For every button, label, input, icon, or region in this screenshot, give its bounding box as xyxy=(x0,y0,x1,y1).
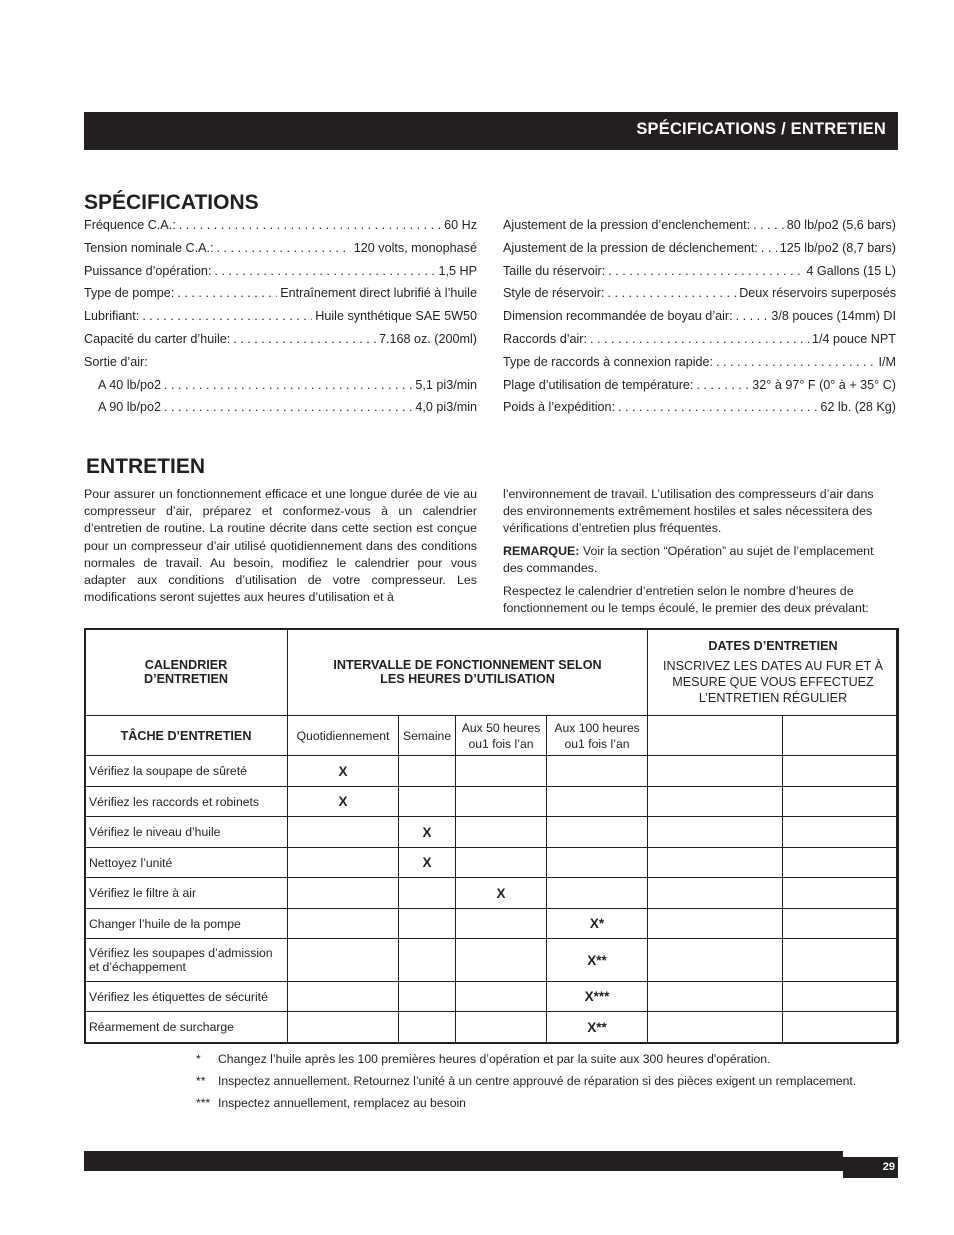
date-cell[interactable] xyxy=(783,817,899,848)
remarque-paragraph xyxy=(503,543,895,577)
spec-label: A 90 lb/po2 xyxy=(98,400,162,415)
task-cell: Vérifiez le filtre à air xyxy=(85,878,288,909)
spec-label: Lubrifiant: xyxy=(84,309,140,324)
spec-value: 5,1 pi3/min xyxy=(415,377,477,392)
header-title: SPÉCIFICATIONS / ENTRETIEN xyxy=(636,120,886,138)
date-cell[interactable] xyxy=(648,848,783,878)
note-2: ** Inspectez annuellement. Retournez l’unité à un centre approuvé de réparation si des pièces exigent un remplacement. xyxy=(196,1074,857,1088)
task-header: TÂCHE D’ENTRETIEN xyxy=(85,716,288,756)
spec-row xyxy=(84,378,477,401)
h50-cell xyxy=(456,787,547,817)
spec-value: 4 Gallons (15 L) xyxy=(806,263,896,278)
h100-cell xyxy=(547,787,648,817)
task-cell: Réarmement de surcharge xyxy=(85,1012,288,1043)
spec-label: Capacité du carter d’huile: xyxy=(84,331,231,346)
week-cell xyxy=(399,909,456,939)
task-cell: Vérifiez les raccords et robinets xyxy=(85,787,288,817)
dot-leader xyxy=(177,286,277,300)
table-header-row xyxy=(85,629,899,716)
dot-leader xyxy=(716,355,875,369)
daily-cell xyxy=(288,817,399,848)
h100-cell: X** xyxy=(547,939,648,982)
spec-label: A 40 lb/po2 xyxy=(98,377,162,392)
entretien-heading: ENTRETIEN xyxy=(86,455,206,478)
h50-cell xyxy=(456,909,547,939)
dot-leader xyxy=(164,400,412,414)
h50-cell: X xyxy=(456,878,547,909)
spec-label: Plage d’utilisation de température: xyxy=(503,377,694,392)
date-cell[interactable] xyxy=(648,909,783,939)
week-cell xyxy=(399,878,456,909)
date-cell[interactable] xyxy=(783,716,899,756)
h100-cell xyxy=(547,756,648,787)
h100-cell: X** xyxy=(547,1012,648,1043)
date-cell[interactable] xyxy=(783,787,899,817)
h100-cell xyxy=(547,878,648,909)
maintenance-table xyxy=(84,628,899,1043)
table-subheader-row xyxy=(85,716,899,756)
date-cell[interactable] xyxy=(648,787,783,817)
specifications-heading: SPÉCIFICATIONS xyxy=(84,191,259,214)
h50-cell xyxy=(456,848,547,878)
spec-value: 3/8 pouces (14mm) DI xyxy=(771,309,896,324)
dot-leader xyxy=(164,378,412,392)
date-cell[interactable] xyxy=(783,1012,899,1043)
spec-label: Raccords d’air: xyxy=(503,331,587,346)
dates-header: DATES D’ENTRETIEN INSCRIVEZ LES DATES AU FUR ET À MESURE QUE VOUS EFFECTUEZ L’ENTRETIEN RÉGULIER xyxy=(648,629,899,716)
spec-row xyxy=(84,286,477,309)
spec-row xyxy=(84,241,477,264)
dot-leader xyxy=(179,218,441,232)
spec-row xyxy=(84,218,477,241)
spec-value: 80 lb/po2 (5,6 bars) xyxy=(786,218,896,232)
note-1: * Changez l’huile après les 100 premières heures d’opération et par la suite aux 300 heures d'opération. xyxy=(196,1052,771,1066)
dot-leader xyxy=(696,378,749,392)
week-cell xyxy=(399,787,456,817)
note-3: *** Inspectez annuellement, remplacez au besoin xyxy=(196,1096,466,1110)
spec-value: 1,5 HP xyxy=(438,263,477,278)
spec-label: Taille du réservoir: xyxy=(503,263,606,278)
date-cell[interactable] xyxy=(648,1012,783,1043)
date-cell[interactable] xyxy=(783,756,899,787)
spec-value: 62 lb. (28 Kg) xyxy=(820,400,896,415)
h100-cell xyxy=(547,817,648,848)
spec-row xyxy=(503,241,896,264)
table-row xyxy=(85,1012,899,1043)
date-cell[interactable] xyxy=(783,909,899,939)
dot-leader xyxy=(217,241,351,255)
daily-cell xyxy=(288,909,399,939)
date-cell[interactable] xyxy=(648,982,783,1012)
table-row xyxy=(85,909,899,939)
spec-value: Huile synthétique SAE 5W50 xyxy=(315,309,477,324)
date-cell[interactable] xyxy=(648,756,783,787)
interval-header: INTERVALLE DE FONCTIONNEMENT SELON LES HEURES D’UTILISATION xyxy=(288,629,648,716)
specifications-right-column xyxy=(503,218,896,423)
remarque-text: Voir la section “Opération” au sujet de l’emplacement des commandes. xyxy=(503,544,874,576)
spec-label: Fréquence C.A.: xyxy=(84,218,176,232)
entretien-right-paragraph-2: Respectez le calendrier d’entretien selon le nombre d’heures de fonctionnement ou le temps écoulé, le premier des deux prévalant: xyxy=(503,584,869,616)
task-cell: Changer l’huile de la pompe xyxy=(85,909,288,939)
task-cell: Vérifiez les soupapes d’admission et d’échappement xyxy=(85,939,288,982)
header-bar xyxy=(84,112,898,150)
spec-value: 4,0 pi3/min xyxy=(415,400,477,415)
daily-cell xyxy=(288,848,399,878)
spec-row xyxy=(503,332,896,355)
task-cell: Vérifiez le niveau d’huile xyxy=(85,817,288,848)
week-cell: X xyxy=(399,817,456,848)
dot-leader xyxy=(214,264,435,278)
week-cell xyxy=(399,939,456,982)
spec-row xyxy=(84,332,477,355)
daily-cell xyxy=(288,939,399,982)
h100-cell xyxy=(547,848,648,878)
dot-leader xyxy=(142,309,312,323)
dot-leader xyxy=(608,286,737,300)
date-cell[interactable] xyxy=(783,982,899,1012)
col-100h-header: Aux 100 heures ou1 fois l’an xyxy=(547,716,648,756)
dot-leader xyxy=(761,241,777,255)
h50-cell xyxy=(456,817,547,848)
notes xyxy=(196,1048,856,1114)
table-row xyxy=(85,848,899,878)
dot-leader xyxy=(590,332,809,346)
footer-bar xyxy=(84,1151,843,1171)
week-cell: X xyxy=(399,848,456,878)
table-row xyxy=(85,756,899,787)
spec-label: Ajustement de la pression d’enclenchement: xyxy=(503,218,751,232)
entretien-left-paragraph: Pour assurer un fonctionnement efficace et une longue durée de vie au compresseur d’air, préparez et conformez-vous à un calendrier d’entretien de routine. La routine décrite dans cette section est conçue pour un compresseur d’air utilisé quotidiennement dans des conditions normales de travail. Au besoin, modifiez le calendrier pour vous adapter aux conditions d’utilisation de votre compresseur. Les modifications seront sujettes aux heures d’utilisation et à xyxy=(84,487,477,605)
dot-leader xyxy=(608,264,803,278)
h50-cell xyxy=(456,982,547,1012)
week-cell xyxy=(399,1012,456,1043)
col-week-header: Semaine xyxy=(399,716,456,756)
date-cell[interactable] xyxy=(648,878,783,909)
col-daily-header: Quotidiennement xyxy=(288,716,399,756)
spec-row xyxy=(503,309,896,332)
spec-row xyxy=(503,378,896,401)
spec-label: Type de pompe: xyxy=(84,286,175,301)
spec-row xyxy=(84,309,477,332)
date-cell[interactable] xyxy=(783,939,899,982)
spec-value: Deux réservoirs superposés xyxy=(739,286,896,301)
calendar-header: CALENDRIER D’ENTRETIEN xyxy=(85,629,288,716)
dot-leader xyxy=(233,332,376,346)
spec-row xyxy=(503,355,896,378)
spec-label: Tension nominale C.A.: xyxy=(84,240,214,255)
spec-value: 120 volts, monophasé xyxy=(353,240,477,255)
specifications-left-column xyxy=(84,218,477,423)
task-cell: Vérifiez la soupape de sûreté xyxy=(85,756,288,787)
daily-cell: X xyxy=(288,787,399,817)
date-cell[interactable] xyxy=(783,878,899,909)
h50-cell xyxy=(456,939,547,982)
spec-row xyxy=(84,355,477,378)
spec-label: Sortie d’air: xyxy=(84,354,148,369)
spec-value: 1/4 pouce NPT xyxy=(811,331,896,346)
spec-value: 60 Hz xyxy=(444,218,477,232)
task-cell: Vérifiez les étiquettes de sécurité xyxy=(85,982,288,1012)
col-50h-header: Aux 50 heures ou1 fois l’an xyxy=(456,716,547,756)
date-cell[interactable] xyxy=(783,848,899,878)
spec-value: 7.168 oz. (200ml) xyxy=(378,331,477,346)
date-cell[interactable] xyxy=(648,939,783,982)
table-row xyxy=(85,982,899,1012)
spec-label: Style de réservoir: xyxy=(503,286,605,301)
h50-cell xyxy=(456,756,547,787)
spec-value: 125 lb/po2 (8,7 bars) xyxy=(779,240,896,255)
spec-label: Puissance d’opération: xyxy=(84,263,212,278)
daily-cell xyxy=(288,982,399,1012)
h50-cell xyxy=(456,1012,547,1043)
spec-row xyxy=(503,264,896,287)
week-cell xyxy=(399,982,456,1012)
spec-row xyxy=(503,400,896,423)
h100-cell: X* xyxy=(547,909,648,939)
week-cell xyxy=(399,756,456,787)
table-row xyxy=(85,787,899,817)
dot-leader xyxy=(618,400,817,414)
spec-label: Type de raccords à connexion rapide: xyxy=(503,354,714,369)
task-cell: Nettoyez l’unité xyxy=(85,848,288,878)
daily-cell xyxy=(288,1012,399,1043)
daily-cell xyxy=(288,878,399,909)
spec-label: Poids à l’expédition: xyxy=(503,400,616,415)
date-cell[interactable] xyxy=(648,716,783,756)
spec-row xyxy=(503,286,896,309)
table-row xyxy=(85,878,899,909)
entretien-right-paragraph-1: l’environnement de travail. L’utilisation des compresseurs d’air dans des environnements extrêmement hostiles et sales nécessitera des vérifications d’entretien plus fréquentes. xyxy=(503,487,874,536)
spec-value: 32° à 97° F (0° à + 35° C) xyxy=(752,377,896,392)
spec-row xyxy=(84,264,477,287)
dot-leader xyxy=(753,218,784,232)
spec-label: Ajustement de la pression de déclenchement: xyxy=(503,240,758,255)
spec-label: Dimension recommandée de boyau d’air: xyxy=(503,309,733,324)
table-row xyxy=(85,817,899,848)
spec-row xyxy=(503,218,896,241)
h100-cell: X*** xyxy=(547,982,648,1012)
dot-leader xyxy=(736,309,769,323)
table-row xyxy=(85,939,899,982)
date-cell[interactable] xyxy=(648,817,783,848)
page-number: 29 xyxy=(843,1157,898,1178)
daily-cell: X xyxy=(288,756,399,787)
spec-value: Entraînement direct lubrifié à l’huile xyxy=(280,286,477,301)
spec-row xyxy=(84,400,477,423)
remarque-label: REMARQUE: xyxy=(503,544,580,558)
spec-value: I/M xyxy=(878,354,896,369)
